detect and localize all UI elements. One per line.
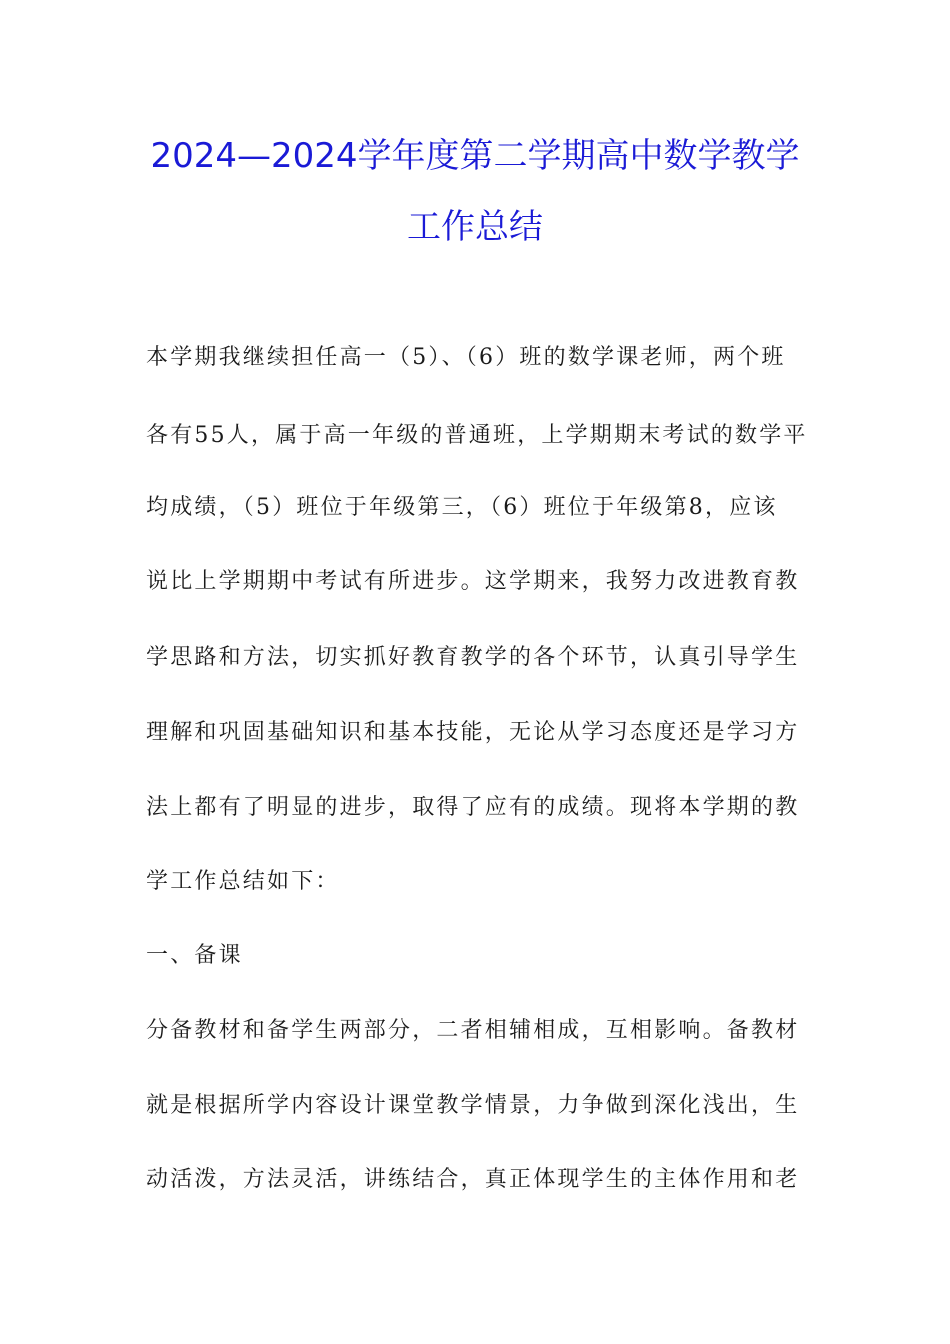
document-title-line-2: 工作总结 [407, 207, 543, 247]
body-text-line: 就是根据所学内容设计课堂教学情景，力争做到深化浅出，生 [146, 1093, 800, 1118]
body-text-line: 学工作总结如下： [146, 869, 340, 894]
body-text-line: 理解和巩固基础知识和基本技能，无论从学习态度还是学习方 [146, 720, 800, 745]
body-text-line: 本学期我继续担任高一（5）、（6）班的数学课老师，两个班 [146, 345, 786, 370]
body-text-line: 各有55人，属于高一年级的普通班，上学期期末考试的数学平 [146, 423, 808, 448]
body-text-line: 法上都有了明显的进步，取得了应有的成绩。现将本学期的教 [146, 795, 800, 820]
section-heading: 一、备课 [146, 943, 243, 968]
body-text-line: 均成绩，（5）班位于年级第三，（6）班位于年级第8，应该 [146, 495, 778, 520]
document-title-line-1: 2024—2024学年度第二学期高中数学教学 [150, 136, 800, 176]
body-text-line: 学思路和方法，切实抓好教育教学的各个环节，认真引导学生 [146, 645, 800, 670]
body-text-line: 分备教材和备学生两部分，二者相辅相成，互相影响。备教材 [146, 1018, 800, 1043]
body-text-line: 说比上学期期中考试有所进步。这学期来，我努力改进教育教 [146, 569, 800, 594]
body-text-line: 动活泼，方法灵活，讲练结合，真正体现学生的主体作用和老 [146, 1167, 800, 1192]
